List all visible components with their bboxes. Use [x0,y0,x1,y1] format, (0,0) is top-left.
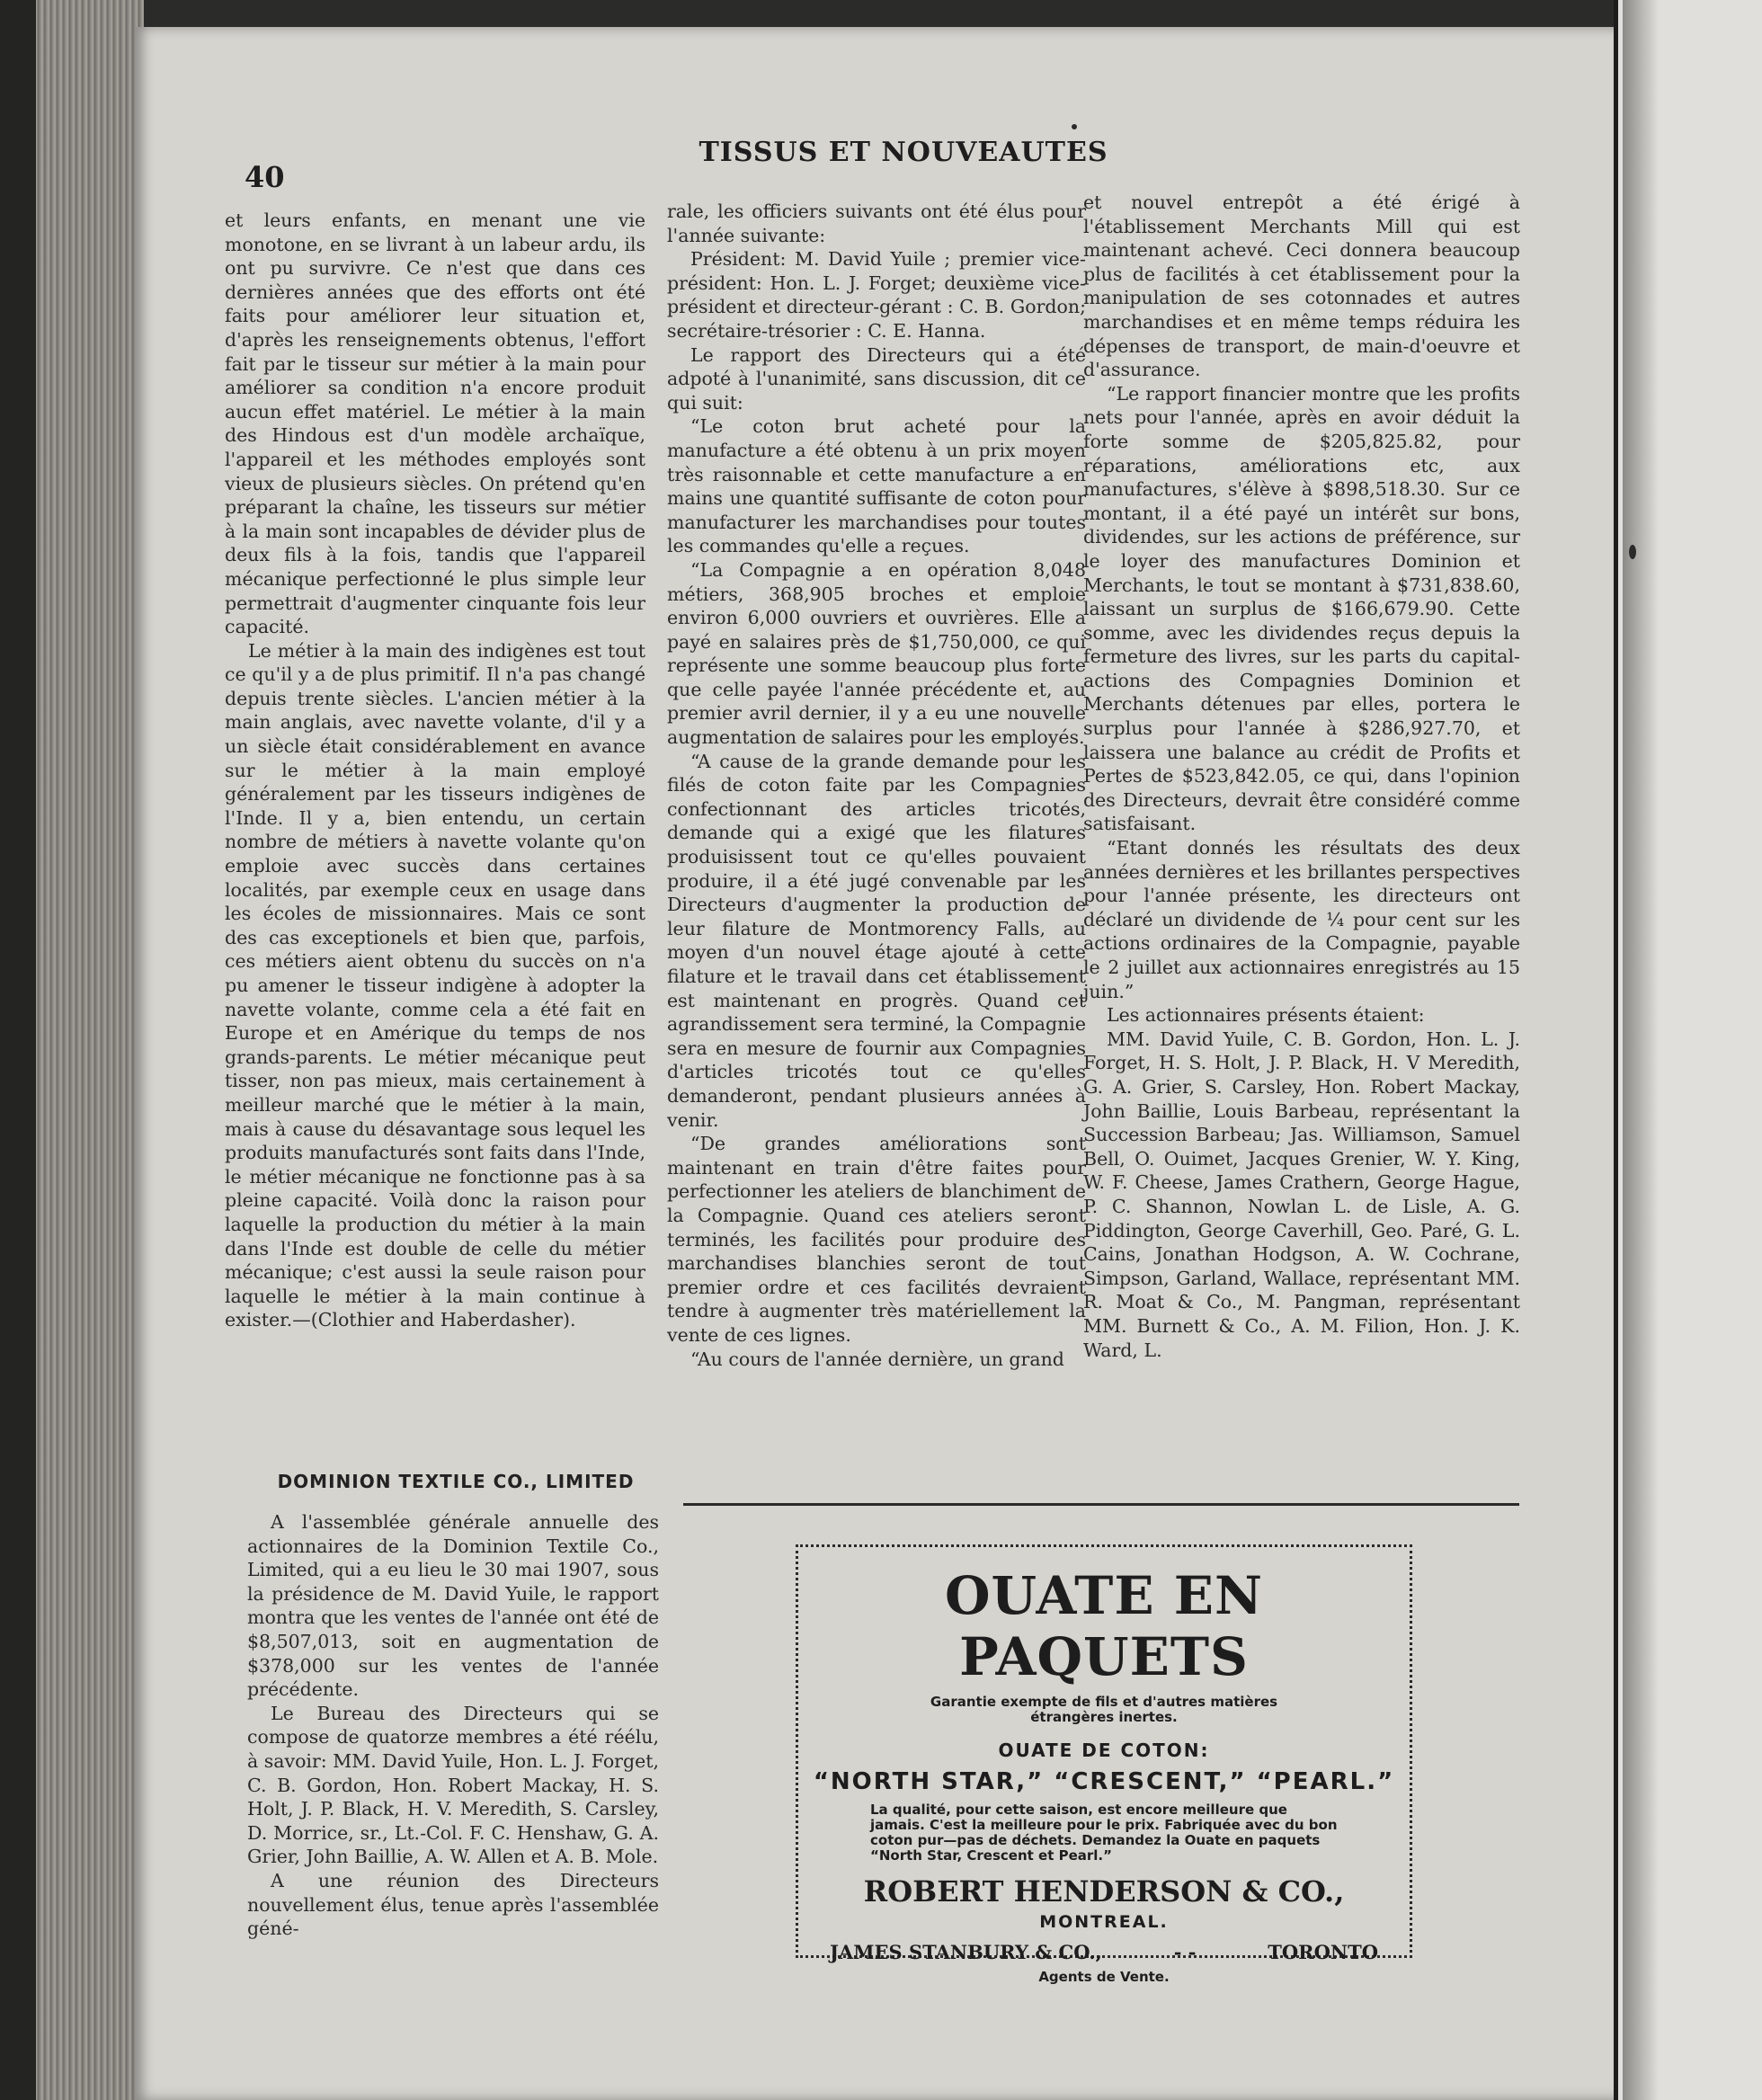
paragraph: Les actionnaires présents étaient: [1107,1004,1425,1027]
paragraph: “A cause de la grande demande pour les filés de coton faite par les Compagnies confectionnant des articles tricotés, demande qui a exigé que les filatures produisissent tout ce qu'elles pouvaient produire, il a été jugé convenable par les Directeurs d'augmenter la production de leur filature de Montmorency Falls, au moyen d'un nouvel étage ajouté à cette filature et le travail dans cet établissement est maintenant en progrès. Quand cet agrandissement sera terminé, la Compagnie sera en mesure de fournir aux Compagnies d'articles tricotés tout ce qu'elles demanderont, pendant plusieurs années à venir. [667,750,1086,1131]
column-1-continued [247,1510,659,1941]
ad-company: ROBERT HENDERSON & CO., [863,1874,1345,1909]
paragraph: Le rapport des Directeurs qui a été adpoté à l'unanimité, sans discussion, dit ce qui suit: [667,343,1086,414]
ad-brands: “NORTH STAR,” “CRESCENT,” “PEARL.” [813,1768,1395,1795]
ad-separator: - - [1173,1941,1197,1963]
paragraph: Le Bureau des Directeurs qui se compose de quatorze membres a été réélu, à savoir: MM. David Yuile, Hon. L. J. Forget, C. B. Gordon, Hon. Robert Mackay, H. S. Holt, J. P. Black, H. V. Meredith, S. Carsley, D. Morrice, sr., Lt.-Col. F. C. Henshaw, G. A. Grier, John Baillie, A. W. Allen et A. B. Mole. [247,1702,659,1868]
paragraph: “Le coton brut acheté pour la manufacture a été obtenu à un prix moyen très raisonnable et cette manufacture a en mains une quantité suffisante de coton pour manufacturer les marchandises pour toutes les commandes qu'elle a reçues. [667,415,1086,557]
section-heading: DOMINION TEXTILE CO., LIMITED [277,1471,635,1492]
paragraph: et leurs enfants, en menant une vie monotone, en se livrant à un labeur ardu, ils ont pu survivre. Ce n'est que dans ces dernières années que des efforts ont été faits pour améliorer leur situation et, d'après les renseignements obtenus, l'effort fait par le tisseur sur métier à la main pour améliorer sa condition n'a encore produit aucun effet matériel. Le métier à la main des Hindous est d'un modèle archaïque, l'appareil et les méthodes employés sont vieux de plusieurs siècles. On prétend qu'en préparant la chaîne, les tisseurs sur métier à la main sont incapables de dévider plus de deux fils à la fois, tandis que l'appareil mécanique perfectionné le plus simple leur permettrait d'augmenter cinquante fois leur capacité. [225,209,645,638]
advertisement-box [796,1544,1412,1985]
ad-agents-label: Agents de Vente. [1038,1969,1170,1985]
column-2 [667,200,1086,1371]
ad-description: La qualité, pour cette saison, est encore meilleure que jamais. C'est la meilleure pour le prix. Fabriquée avec du bon coton pur—pas de déchets. Demandez la Ouate en paquets “North Star, Crescent et Pearl.” [870,1802,1338,1864]
page-number: 40 [245,160,285,194]
column-3 [1083,191,1520,1362]
paragraph: “Au cours de l'année dernière, un grand [690,1348,1064,1370]
ad-headline: OUATE EN PAQUETS [945,1565,1263,1687]
paragraph: “Le rapport financier montre que les profits nets pour l'année, après en avoir déduit la forte somme de $205,825.82, pour réparations, améliorations etc, aux manufactures, s'élève à $898,518.30. Sur ce montant, il a été payé un intérêt sur bons, dividendes, sur les actions de préférence, sur le loyer des manufactures Dominion et Merchants, le tout se montant à $731,838.60, laissant un surplus de $166,679.90. Cette somme, avec les dividendes reçus depuis la fermeture des livres, sur les parts du capital-actions des Compagnies Dominion et Merchants détenues par elles, portera le surplus pour l'année à $286,927.70, et laissera une balance au crédit de Profits et Pertes de $523,842.05, ce qui, dans l'opinion des Directeurs, devrait être considéré comme satisfaisant. [1083,382,1520,835]
ad-city: MONTREAL. [1039,1912,1169,1932]
paragraph: A une réunion des Directeurs nouvellement élus, tenue après l'assemblée géné- [247,1869,659,1940]
horizontal-rule [683,1503,1519,1506]
paragraph: MM. David Yuile, C. B. Gordon, Hon. L. J. Forget, H. S. Holt, J. P. Black, H. V Meredith, G. A. Grier, S. Carsley, Hon. Robert Mackay, John Baillie, Louis Barbeau, représentant la Succession Barbeau; Jas. Williamson, Samuel Bell, O. Ouimet, Jacques Grenier, W. Y. King, W. F. Cheese, James Crathern, George Hague, P. C. Shannon, Nowlan L. de Lisle, A. G. Piddington, George Caverhill, Geo. Paré, G. L. Cains, Jonathan Hodgson, A. W. Cochrane, Simpson, Garland, Wallace, représentant MM. R. Moat & Co., M. Pangman, représentant MM. Burnett & Co., A. M. Filion, Hon. J. K. Ward, L. [1083,1028,1520,1361]
ink-speck [1629,545,1636,559]
paragraph: Le métier à la main des indigènes est tout ce qu'il y a de plus primitif. Il n'a pas changé depuis trente siècles. L'ancien métier à la main anglais, avec navette volante, d'il y a un siècle était considérablement en avance sur le métier à la main employé généralement par les tisseurs indigènes de l'Inde. Il y a, bien entendu, un certain nombre de métiers à navette volante qu'on emploie avec succès dans certaines localités, par exemple ceux en usage dans les écoles de missionnaires. Mais ce sont des cas exceptionels et bien que, parfois, ces métiers aient obtenu du succès on n'a pu amener le tisseur indigène à adopter la navette volante, comme cela a été fait en Europe et en Amérique du temps de nos grands-parents. Le métier mécanique peut tisser, non pas mieux, mais certainement à meilleur marché que le métier à la main, mais à cause du désavantage sous lequel les produits manufacturés sont faits dans l'Inde, le métier mécanique ne fonctionne pas à sa pleine capacité. Voilà donc la raison pour laquelle la production du métier à la main dans l'Inde est double de celle du métier mécanique; c'est aussi la seule raison pour laquelle le métier à la main continue à exister.—(Clothier and Haberdasher). [225,639,645,1331]
paragraph: rale, les officiers suivants ont été élus pour l'année suivante: [667,200,1086,246]
ad-agent-city: TORONTO [1268,1941,1378,1963]
book-spine-shadow [0,0,36,2100]
ad-subhead: OUATE DE COTON: [998,1740,1210,1761]
ad-note: Garantie exempte de fils et d'autres matières étrangères inertes. [930,1694,1278,1725]
ink-speck [1072,124,1077,129]
paragraph: et nouvel entrepôt a été érigé à l'établissement Merchants Mill qui est maintenant achevé. Ceci donnera beaucoup plus de facilités à cet établissement pour la manipulation de ses cotonnades et autres marchandises et en même temps réduira les dépenses de transport, de main-d'oeuvre et d'assurance. [1083,191,1520,381]
paragraph: “La Compagnie a en opération 8,048 métiers, 368,905 broches et emploie environ 6,000 ouvriers et ouvrières. Elle a payé en salaires près de $1,750,000, ce qui représente une somme beaucoup plus forte que celle payée l'année précédente et, au premier avril dernier, il y a eu une nouvelle augmentation de salaires pour les employés. [667,558,1086,749]
paragraph: “Etant donnés les résultats des deux années dernières et les brillantes perspectives pour l'année présente, les directeurs ont déclaré un dividende de ¼ pour cent sur les actions ordinaires de la Compagnie, payable le 2 juillet aux actionnaires enregistrés au 15 juin.” [1083,837,1520,1002]
running-head: TISSUS ET NOUVEAUTES [699,137,1108,168]
ad-agent-row [830,1941,1378,1963]
paragraph: “De grandes améliorations sont maintenant en train d'être faites pour perfectionner les ateliers de blanchiment de la Compagnie. Quand ces ateliers seront terminés, les facilités pour produire des marchandises blanchies seront de tout premier ordre et ces facilités devraient tendre à augmenter très matériellement la vente de ces lignes. [667,1133,1086,1346]
facing-page-shadow [1623,0,1659,2100]
column-1 [225,209,645,1332]
paragraph: Président: M. David Yuile ; premier vice-président: Hon. L. J. Forget; deuxième vice-président et directeur-gérant : C. B. Gordon; secrétaire-trésorier : C. E. Hanna. [667,248,1086,342]
ad-agent-company: JAMES STANBURY & CO., [830,1941,1102,1963]
paragraph: A l'assemblée générale annuelle des actionnaires de la Dominion Textile Co., Limited, qui a eu lieu le 30 mai 1907, sous la présidence de M. David Yuile, le rapport montra que les ventes de l'année ont été de $8,507,013, soit en augmentation de $378,000 sur les ventes de l'année précédente. [247,1511,659,1701]
